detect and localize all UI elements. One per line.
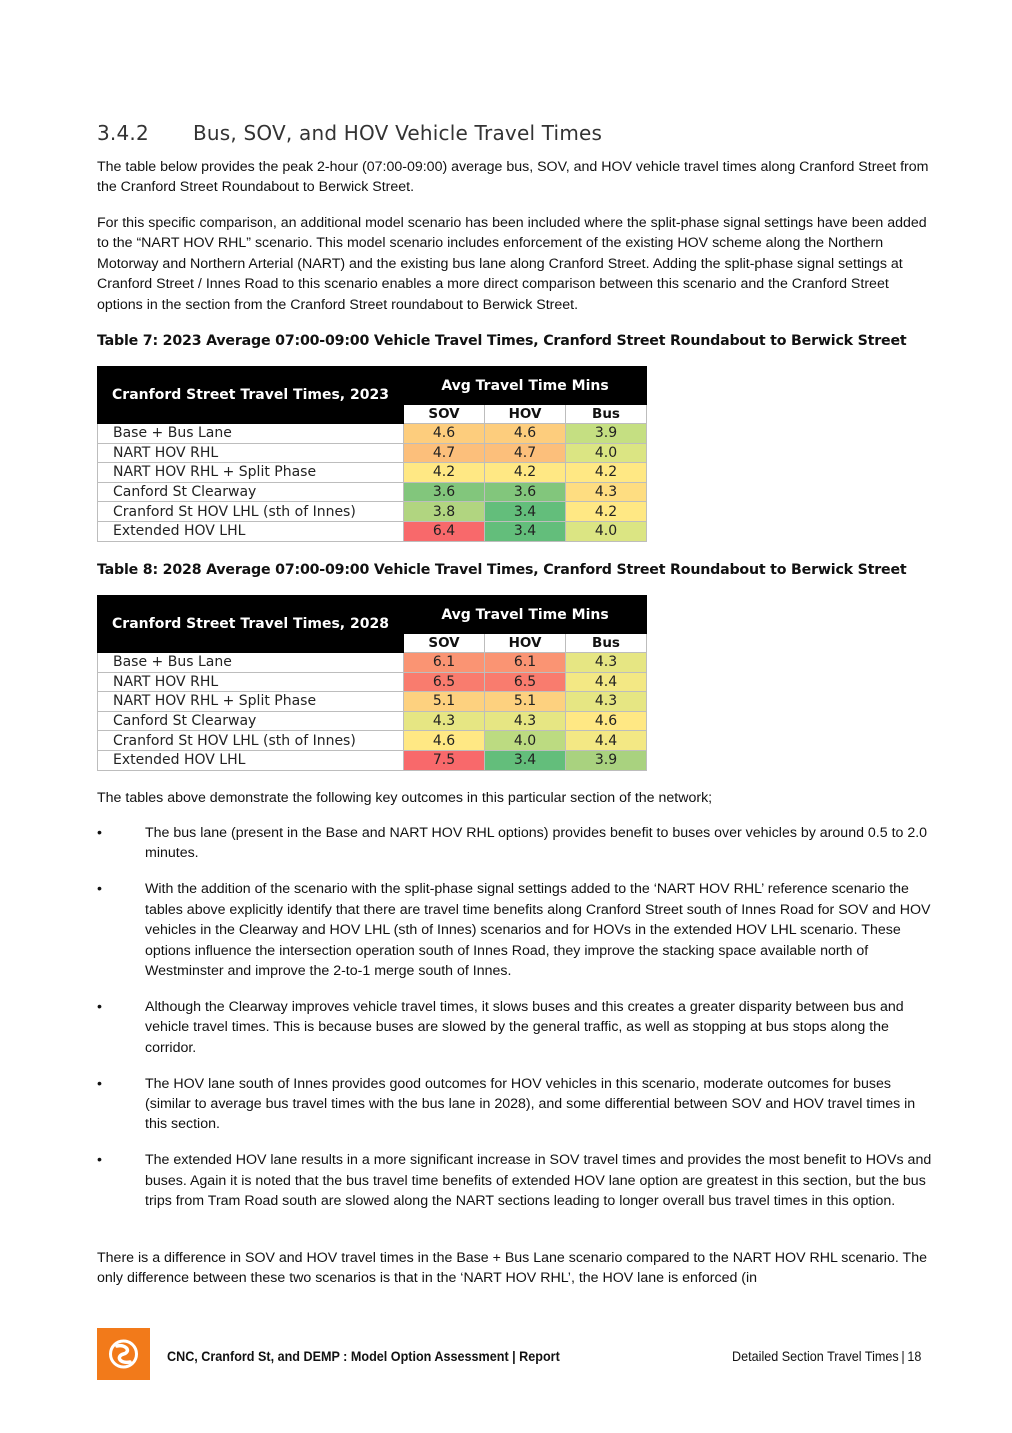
scenario-paragraph: For this specific comparison, an additional model scenario has been included where the split-phase signal settings have been added to the “NART HOV RHL” scenario. This model scenario includes enforcement of the existing HOV scheme along the Northern Motorway and Northern Arterial (NART) and the existing bus lane along Cranford Street. Adding the split-phase signal settings at Cranford Street / Innes Road to this scenario enables a more direct comparison between this scenario and the Cranford Street options in the section from the Cranford Street roundabout to Berwick Street. <box>97 215 927 313</box>
travel-time-cell-sov: 4.3 <box>404 711 485 731</box>
section-heading <box>97 121 602 145</box>
row-label: Canford St Clearway <box>98 711 404 731</box>
table-row <box>98 653 647 673</box>
bullet-marker: • <box>97 1075 102 1092</box>
travel-time-cell-bus: 4.0 <box>566 521 647 541</box>
travel-time-cell-bus: 4.4 <box>566 672 647 692</box>
table7-travel-times-2023 <box>97 366 647 542</box>
footer-separator: | <box>901 1348 905 1364</box>
list-item <box>97 823 937 864</box>
travel-time-cell-bus: 4.3 <box>566 692 647 712</box>
travel-time-cell-sov: 5.1 <box>404 692 485 712</box>
table-row <box>98 750 647 770</box>
table-row <box>98 424 647 444</box>
travel-time-cell-sov: 6.5 <box>404 672 485 692</box>
section-title: Bus, SOV, and HOV Vehicle Travel Times <box>193 121 603 145</box>
row-label: Extended HOV LHL <box>98 521 404 541</box>
table-row <box>98 711 647 731</box>
travel-time-cell-hov: 4.7 <box>485 443 566 463</box>
key-outcomes-list <box>97 823 937 1227</box>
bullet-marker: • <box>97 1152 102 1169</box>
travel-time-cell-bus: 4.3 <box>566 653 647 673</box>
travel-time-cell-sov: 3.6 <box>404 482 485 502</box>
table-row <box>98 692 647 712</box>
list-item <box>97 997 937 1058</box>
travel-time-cell-hov: 4.2 <box>485 463 566 483</box>
travel-time-cell-hov: 6.1 <box>485 653 566 673</box>
travel-time-cell-hov: 3.4 <box>485 502 566 522</box>
row-label: NART HOV RHL <box>98 672 404 692</box>
travel-time-cell-sov: 4.2 <box>404 463 485 483</box>
travel-time-cell-sov: 6.1 <box>404 653 485 673</box>
bullet-marker: • <box>97 825 102 841</box>
travel-time-cell-hov: 3.6 <box>485 482 566 502</box>
bullet-text: The extended HOV lane results in a more significant increase in SOV travel times and provides the most benefit to HOVs and buses. Again it is noted that the bus travel time benefits of extended HOV lane option are greatest in this section, but the bus trips from Tram Road south are slowed along the NART sections leading to longer overall bus travel times in this option. <box>145 1152 932 1210</box>
row-label: Base + Bus Lane <box>98 653 404 673</box>
travel-time-cell-bus: 4.6 <box>566 711 647 731</box>
table-row <box>98 521 647 541</box>
travel-time-cell-sov: 4.7 <box>404 443 485 463</box>
bullet-text: With the addition of the scenario with the split-phase signal settings added to the ‘NART HOV RHL’ reference scenario the tables above explicitly identify that there are travel time benefits along Cranford Street south of Innes Road for SOV and HOV vehicles in the Clearway and HOV LHL (sth of Innes) scenarios and for HOVs in the extended HOV LHL scenario. These options influence the intersection operation south of Innes Road, they improve the stacking space available north of Westminster and improve the 2-to-1 merge south of Innes. <box>145 881 931 979</box>
table7-col-hov: HOV <box>485 405 566 424</box>
travel-time-cell-bus: 4.3 <box>566 482 647 502</box>
table-row <box>98 482 647 502</box>
bullet-text: The HOV lane south of Innes provides good outcomes for HOV vehicles in this scenario, moderate outcomes for buses (similar to average bus travel times with the bus lane in 2028), and some differential between SOV and HOV travel times in this section. <box>145 1075 916 1133</box>
table-row <box>98 731 647 751</box>
travel-time-cell-bus: 4.2 <box>566 463 647 483</box>
row-label: Canford St Clearway <box>98 482 404 502</box>
table8-col-hov: HOV <box>485 634 566 653</box>
table8-caption: Table 8: 2028 Average 07:00-09:00 Vehicle Travel Times, Cranford Street Roundabout to Berwick Street <box>97 562 907 578</box>
table7-header-group: Avg Travel Time Mins <box>404 367 647 405</box>
travel-time-cell-sov: 4.6 <box>404 424 485 444</box>
travel-time-cell-sov: 7.5 <box>404 750 485 770</box>
row-label: NART HOV RHL + Split Phase <box>98 692 404 712</box>
row-label: Base + Bus Lane <box>98 424 404 444</box>
travel-time-cell-hov: 6.5 <box>485 672 566 692</box>
footer-section-name: Detailed Section Travel Times <box>731 1348 899 1364</box>
table8-header-name: Cranford Street Travel Times, 2028 <box>98 596 404 653</box>
bullet-marker: • <box>97 998 102 1015</box>
table8-col-bus: Bus <box>566 634 647 653</box>
table8-travel-times-2028 <box>97 595 647 771</box>
table7-col-sov: SOV <box>404 405 485 424</box>
travel-time-cell-bus: 4.2 <box>566 502 647 522</box>
list-item <box>97 879 937 981</box>
bullet-marker: • <box>97 881 102 898</box>
table-row <box>98 502 647 522</box>
section-number: 3.4.2 <box>97 121 149 145</box>
table8-header-group: Avg Travel Time Mins <box>404 596 647 634</box>
row-label: Cranford St HOV LHL (sth of Innes) <box>98 502 404 522</box>
table8-body <box>98 653 647 771</box>
footer-report-title: CNC, Cranford St, and DEMP : Model Option Assessment | Report <box>167 1348 560 1364</box>
intro-paragraph: The table below provides the peak 2-hour (07:00-09:00) average bus, SOV, and HOV vehicle travel times along Cranford Street from the Cranford Street Roundabout to Berwick Street. <box>97 159 929 196</box>
table8-col-sov: SOV <box>404 634 485 653</box>
travel-time-cell-bus: 3.9 <box>566 750 647 770</box>
list-item <box>97 1150 937 1211</box>
row-label: Cranford St HOV LHL (sth of Innes) <box>98 731 404 751</box>
footer-page-info <box>732 1348 921 1364</box>
travel-time-cell-bus: 4.4 <box>566 731 647 751</box>
footer-page-number: 18 <box>906 1348 921 1364</box>
travel-time-cell-hov: 4.0 <box>485 731 566 751</box>
table7-body <box>98 424 647 542</box>
bullet-text: The bus lane (present in the Base and NART HOV RHL options) provides benefit to buses over vehicles by around 0.5 to 2.0 minutes. <box>145 825 928 862</box>
travel-time-cell-bus: 4.0 <box>566 443 647 463</box>
table7-header-name: Cranford Street Travel Times, 2023 <box>98 367 404 424</box>
travel-time-cell-hov: 3.4 <box>485 521 566 541</box>
table-row <box>98 463 647 483</box>
table-row <box>98 672 647 692</box>
company-logo-icon <box>97 1328 150 1380</box>
logo-swirl-icon <box>97 1328 150 1380</box>
closing-paragraph: There is a difference in SOV and HOV travel times in the Base + Bus Lane scenario compared to the NART HOV RHL scenario. The only difference between these two scenarios is that in the ‘NART HOV RHL’, the HOV lane is enforced (in <box>97 1250 927 1287</box>
travel-time-cell-hov: 5.1 <box>485 692 566 712</box>
row-label: NART HOV RHL <box>98 443 404 463</box>
row-label: NART HOV RHL + Split Phase <box>98 463 404 483</box>
bullet-text: Although the Clearway improves vehicle travel times, it slows buses and this creates a greater disparity between bus and vehicle travel times. This is because buses are slowed by the general traffic, as well as stopping at bus stops along the corridor. <box>145 998 904 1056</box>
travel-time-cell-hov: 3.4 <box>485 750 566 770</box>
table7-col-bus: Bus <box>566 405 647 424</box>
outcomes-lead-paragraph: The tables above demonstrate the following key outcomes in this particular section of the network; <box>97 790 713 806</box>
travel-time-cell-sov: 6.4 <box>404 521 485 541</box>
table7-caption: Table 7: 2023 Average 07:00-09:00 Vehicle Travel Times, Cranford Street Roundabout to Berwick Street <box>97 333 907 349</box>
table-row <box>98 443 647 463</box>
travel-time-cell-bus: 3.9 <box>566 424 647 444</box>
list-item <box>97 1074 937 1135</box>
travel-time-cell-sov: 4.6 <box>404 731 485 751</box>
row-label: Extended HOV LHL <box>98 750 404 770</box>
travel-time-cell-hov: 4.3 <box>485 711 566 731</box>
travel-time-cell-hov: 4.6 <box>485 424 566 444</box>
travel-time-cell-sov: 3.8 <box>404 502 485 522</box>
